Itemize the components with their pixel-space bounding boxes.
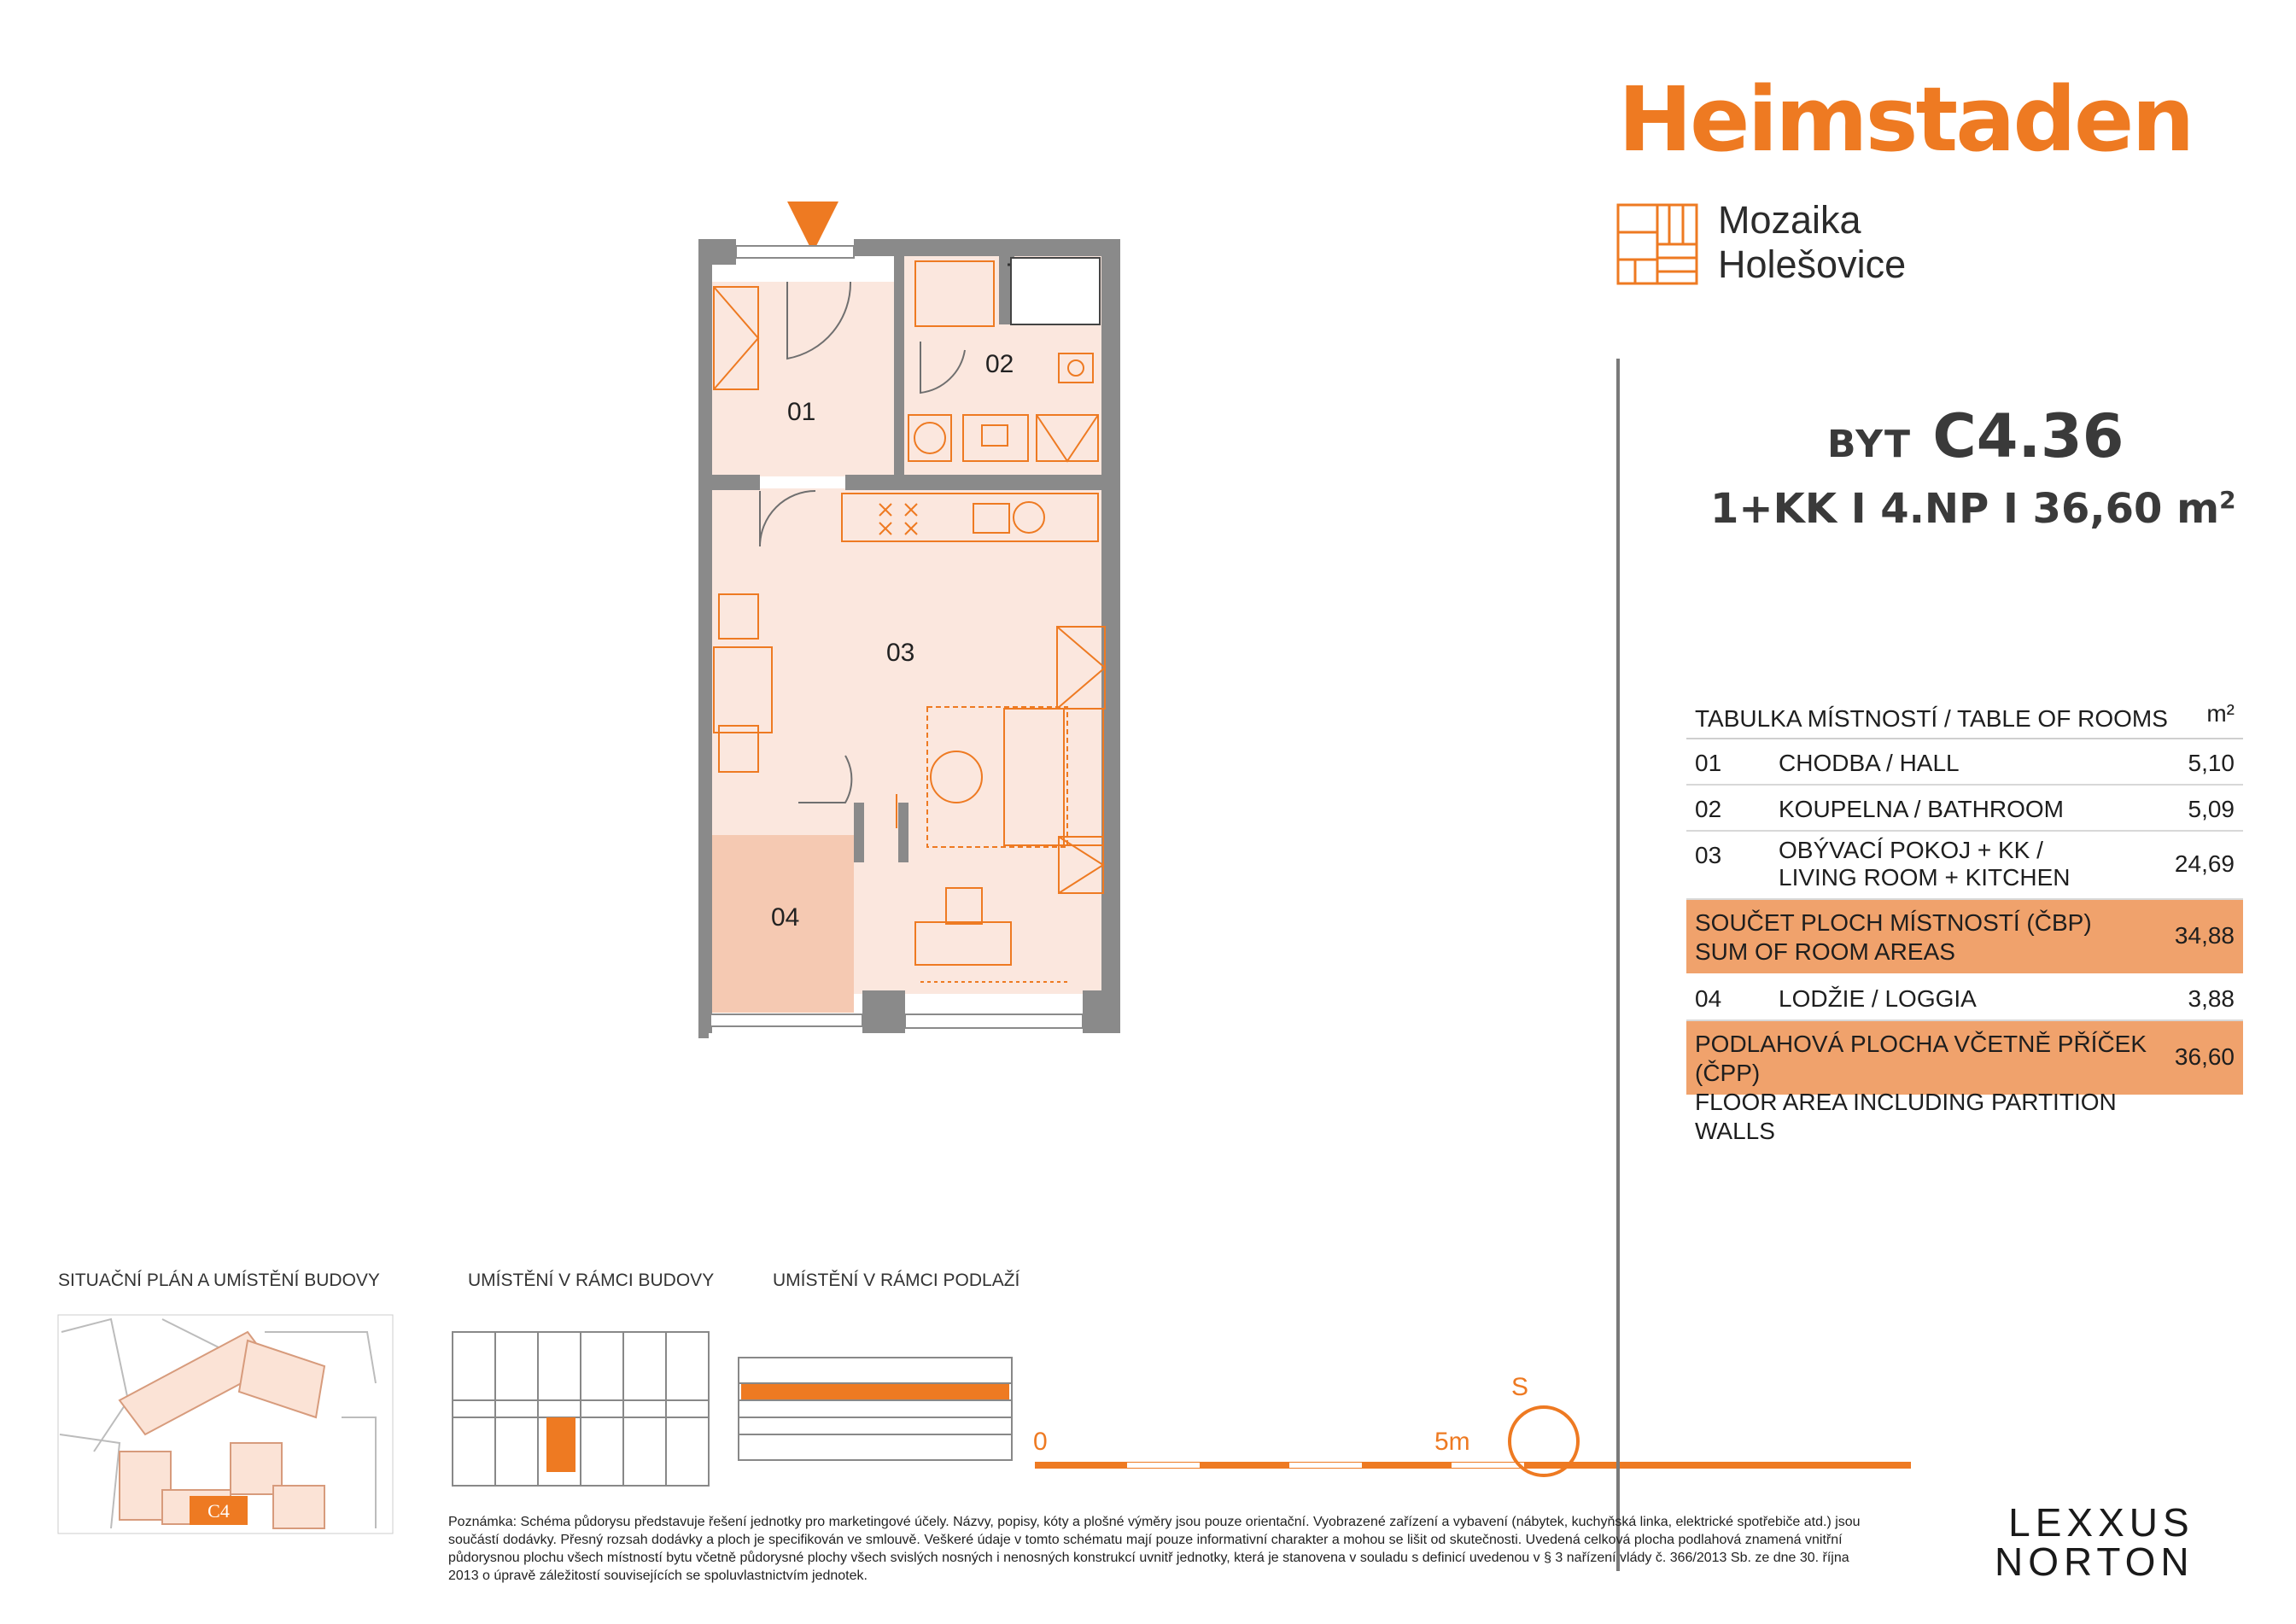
table-row (1686, 739, 2243, 786)
row-area: 24,69 (2174, 850, 2235, 877)
floor-area-label-cz: PODLAHOVÁ PLOCHA VČETNĚ PŘÍČEK (ČPP) (1695, 1031, 2147, 1086)
floor-area-label (1695, 1030, 2173, 1146)
scale-start: 0 (1033, 1428, 1048, 1456)
brand-logo: Heimstaden (1618, 67, 2193, 172)
project-name-line2: Holešovice (1718, 242, 1907, 286)
sum-area: 34,88 (2174, 922, 2235, 949)
compass-label: S (1511, 1373, 1529, 1401)
rooms-table (1686, 700, 2243, 1144)
table-row (1686, 832, 2243, 900)
unit-title (1827, 401, 2124, 471)
table-unit: m² (2206, 700, 2235, 727)
row-area: 5,10 (2188, 750, 2235, 776)
sum-label (1695, 908, 2173, 967)
row-name: OBÝVACÍ POKOJ + KK / LIVING ROOM + KITCHEN (1779, 837, 2071, 891)
floor-area-value: 36,60 (2174, 1043, 2235, 1070)
partner-logo (1995, 1500, 2194, 1584)
caption-site-plan: SITUAČNÍ PLÁN A UMÍSTĚNÍ BUDOVY (58, 1271, 380, 1290)
building-plan-map (453, 1332, 709, 1486)
project-name (1718, 198, 1906, 287)
room-label-01: 01 (787, 398, 816, 426)
unit-highlight (546, 1417, 575, 1472)
caption-building: UMÍSTĚNÍ V RÁMCI BUDOVY (468, 1271, 715, 1290)
room-label-04: 04 (771, 903, 800, 932)
row-area: 5,09 (2188, 796, 2235, 822)
row-number: 04 (1695, 985, 1722, 1012)
unit-prefix: BYT (1827, 423, 1913, 466)
row-number: 01 (1695, 750, 1722, 776)
sum-label-cz: SOUČET PLOCH MÍSTNOSTÍ (ČBP) (1695, 909, 2092, 936)
site-building-tag: C4 (207, 1500, 230, 1522)
caption-floor: UMÍSTĚNÍ V RÁMCI PODLAŽÍ (773, 1271, 1020, 1290)
site-plan-map (58, 1315, 393, 1533)
floor-section-map (739, 1358, 1012, 1460)
disclaimer-note: Poznámka: Schéma půdorysu představuje řešení jednotky pro marketingové účely. Názvy, popisy, kóty a plošné výměry jsou pouze orientační. Vyobrazené zařízení a vybavení (nábytek, kuchyňská linka, elektrické spotřebiče atd.) jsou součástí dodávky. Přesný rozsah dodávky a ploch je specifikován ve smlouvě. Veškeré údaje v tomto schématu mají pouze informativní charakter a mohou se lišit od skutečnosti. Uvedená celková plocha podlahová znamená vnitřní půdorysnou plochu všech místností bytu včetně půdorysné plochy všech svislých nosných i nenosných konstrukcí uvnitř jednotky, která je stanovena v souladu s definicí uvedenou v § 3 nařízení vlády č. 366/2013 Sb. ze dne 30. října 2013 o úpravě záležitostí souvisejících se spoluvlastnictvím jednotek. (448, 1515, 1861, 1583)
row-name: KOUPELNA / BATHROOM (1779, 796, 2064, 822)
row-name: LODŽIE / LOGGIA (1779, 985, 1977, 1012)
row-area: 3,88 (2188, 985, 2235, 1012)
floor-area-row (1686, 1021, 2243, 1144)
table-row (1686, 786, 2243, 832)
unit-subtitle-sup: 2 (2219, 486, 2236, 514)
table-row (1686, 975, 2243, 1021)
room-label-03: 03 (886, 639, 915, 667)
row-number: 02 (1695, 796, 1722, 822)
sum-label-en: SUM OF ROOM AREAS (1695, 938, 1955, 965)
divider (1616, 359, 1620, 1571)
table-header (1686, 700, 2243, 739)
row-number: 03 (1695, 842, 1722, 868)
partner-logo-line2: NORTON (1995, 1539, 2194, 1584)
project-logo-icon (1616, 203, 1698, 285)
unit-subtitle-text: 1+KK I 4.NP I 36,60 m (1710, 485, 2220, 533)
project-name-line1: Mozaika (1718, 198, 1861, 242)
floor-area-label-en: FLOOR AREA INCLUDING PARTITION WALLS (1695, 1089, 2117, 1144)
row-name: CHODBA / HALL (1779, 750, 1960, 776)
room-label-02: 02 (985, 350, 1014, 378)
scale-end: 5m (1434, 1428, 1470, 1456)
unit-code: C4.36 (1932, 401, 2124, 471)
unit-subtitle (1710, 485, 2236, 533)
scale-bar (1035, 1462, 1911, 1469)
table-title: TABULKA MÍSTNOSTÍ / TABLE OF ROOMS (1695, 705, 2168, 732)
partner-logo-line1: LEXXUS (2008, 1500, 2194, 1545)
sum-room-areas-row (1686, 900, 2243, 975)
room-01-hall (710, 282, 894, 476)
